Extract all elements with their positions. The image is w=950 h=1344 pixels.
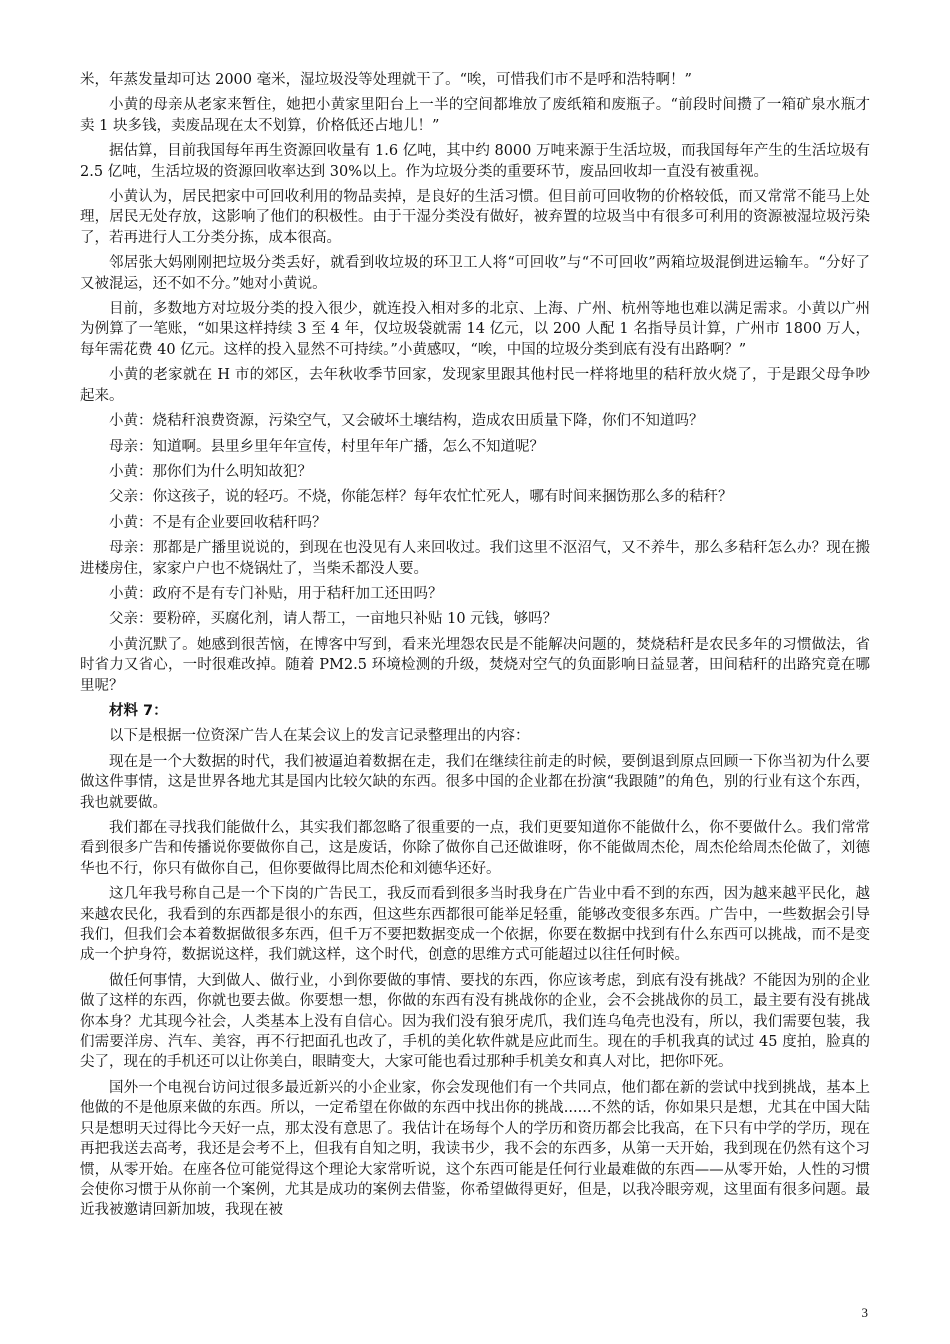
- paragraph: 国外一个电视台访问过很多最近新兴的小企业家，你会发现他们有一个共同点，他们都在新的尝试中找到挑战，基本上他做的不是他原来做的东西。所以，一定希望在你做的东西中找出你的挑战......不然的话，你如果只是想，尤其在中国大陆只是想明天过得比今天好一点，那太没有意思了。我估计在场每个人的学历和资历都会比我高，在下只有中学的学历，现在再把我送去高考，我还是会考不上，但我有自知之明，我读书少，我不会的东西多，从第一天开始，我到现在仍然有这个习惯，从零开始。在座各位可能觉得这个理论大家常听说，这个东西可能是任何行业最难做的东西——从零开始，人性的习惯会使你习惯于从你前一个案例，尤其是成功的案例去借鉴，你希望做得更好，但是，以我冷眼旁观，这里面有很多问题。最近我被邀请回新加坡，我现在被: [80, 1079, 870, 1219]
- paragraph: 现在是一个大数据的时代，我们被逼迫着数据在走，我们在继续往前走的时候，要倒退到原点回顾一下你当初为什么要做这件事情，这是世界各地尤其是国内比较欠缺的东西。很多中国的企业都在扮演“我跟随”的角色，别的行业有这个东西，我也就要做。: [80, 753, 870, 811]
- paragraph: 小黄的母亲从老家来暂住，她把小黄家里阳台上一半的空间都堆放了废纸箱和废瓶子。“前段时间攒了一箱矿泉水瓶才卖 1 块多钱，卖废品现在太不划算，价格低还占地儿！”: [80, 97, 870, 134]
- dialogue-line: 小黄：不是有企业要回收秸秆吗？: [109, 514, 327, 531]
- paragraph: 这几年我号称自己是一个下岗的广告民工，我反而看到很多当时我身在广告业中看不到的东西，因为越来越平民化，越来越农民化，我看到的东西都是很小的东西，但这些东西都很可能举足轻重，能够改变很多东西。广告中，一些数据会引导我们，但我们会本着数据做很多东西，但千万不要把数据变成一个依据，你要在数据中找到有什么东西可以挑战，而不是变成一个护身符，数据说这样，我们就这样，这个时代，创意的思维方式可能超过以往任何时候。: [80, 886, 870, 964]
- paragraph: 米，年蒸发量却可达 2000 毫米，湿垃圾没等处理就干了。“唉，可惜我们市不是呼和浩特啊！”: [80, 72, 692, 88]
- paragraph: 小黄沉默了。她感到很苦恼，在博客中写到，看来光埋怨农民是不能解决问题的，焚烧秸秆是农民多年的习惯做法，省时省力又省心，一时很难改掉。随着 PM2.5 环境检测的升级，焚烧对空气的负面影响日益显著，田间秸秆的出路究竟在哪里呢？: [80, 636, 870, 694]
- dialogue-line: 父亲：要粉碎，买腐化剂，请人帮工，一亩地只补贴 10 元钱，够吗？: [109, 611, 558, 628]
- dialogue-line: 母亲：知道啊。县里乡里年年宣传，村里年年广播，怎么不知道呢？: [109, 438, 544, 455]
- dialogue-line: 小黄：烧秸秆浪费资源，污染空气，又会破坏土壤结构，造成农田质量下降，你们不知道吗？: [109, 413, 704, 430]
- paragraph: 以下是根据一位资深广告人在某会议上的发言记录整理出的内容：: [109, 728, 530, 745]
- paragraph: 邻居张大妈刚刚把垃圾分类丢好，就看到收垃圾的环卫工人将“可回收”与“不可回收”两箱垃圾混倒进运输车。“分好了又被混运，还不如不分。”她对小黄说。: [80, 255, 870, 292]
- document-page: [80, 70, 870, 1226]
- paragraph: 目前，多数地方对垃圾分类的投入很少，就连投入相对多的北京、上海、广州、杭州等地也难以满足需求。小黄以广州为例算了一笔账，“如果这样持续 3 至 4 年，仅垃圾袋就需 14 亿元，以 200 人配 1 名指导员计算，广州市 1800 万人，每年需花费 40 亿元。这样的投入显然不可持续。”小黄感叹，“唉，中国的垃圾分类到底有没有出路啊？”: [80, 301, 870, 358]
- section-heading: 材料 7：: [109, 702, 168, 719]
- paragraph: 做任何事情，大到做人、做行业，小到你要做的事情、要找的东西，你应该考虑，到底有没有挑战？不能因为别的企业做了这样的东西，你就也要去做。你要想一想，你做的东西有没有挑战你的企业，会不会挑战你的员工，最主要有没有挑战你本身？尤其现今社会，人类基本上没有自信心。因为我们没有狼牙虎爪，我们连乌龟壳也没有，所以，我们需要包装，我们需要洋房、汽车、美容，再不行把面孔也改了，手机的美化软件就是应此而生。现在的手机我真的试过 45 度拍，脸真的尖了，现在的手机还可以让你美白，眼睛变大，大家可能也看过那种手机美女和真人对比，把你吓死。: [80, 972, 870, 1071]
- paragraph: 我们都在寻找我们能做什么，其实我们都忽略了很重要的一点，我们更要知道你不能做什么，你不要做什么。我们常常看到很多广告和传播说你要做你自己，这是废话，你除了做你自己还做谁呀，你不能做周杰伦，周杰伦给周杰伦做了，刘德华也不行，你只有做你自己，但你要做得比周杰伦和刘德华还好。: [80, 820, 870, 877]
- page-number: 3: [861, 1305, 868, 1320]
- paragraph: 小黄认为，居民把家中可回收利用的物品卖掉，是良好的生活习惯。但目前可回收物的价格较低，而又常常不能马上处理，居民无处存放，这影响了他们的积极性。由于干湿分类没有做好，被弃置的垃圾当中有很多可利用的资源被湿垃圾污染了，若再进行人工分类分拣，成本很高。: [80, 189, 870, 246]
- dialogue-line: 母亲：那都是广播里说说的，到现在也没见有人来回收过。我们这里不沤沼气，又不养牛，那么多秸秆怎么办？现在搬进楼房住，家家户户也不烧锅灶了，当柴禾都没人要。: [80, 540, 870, 577]
- dialogue-line: 小黄：那你们为什么明知故犯？: [109, 463, 312, 480]
- paragraph: 据估算，目前我国每年再生资源回收量有 1.6 亿吨，其中约 8000 万吨来源于生活垃圾，而我国每年产生的生活垃圾有 2.5 亿吨，生活垃圾的资源回收率达到 30%以上。作为垃圾分类的重要环节，废品回收却一直没有被重视。: [80, 143, 870, 180]
- dialogue-line: 小黄：政府不是有专门补贴，用于秸秆加工还田吗？: [109, 585, 443, 602]
- paragraph: 小黄的老家就在 H 市的郊区，去年秋收季节回家，发现家里跟其他村民一样将地里的秸秆放火烧了，于是跟父母争吵起来。: [80, 367, 870, 404]
- dialogue-line: 父亲：你这孩子，说的轻巧。不烧，你能怎样？每年农忙忙死人，哪有时间来捆饬那么多的秸秆？: [109, 489, 733, 506]
